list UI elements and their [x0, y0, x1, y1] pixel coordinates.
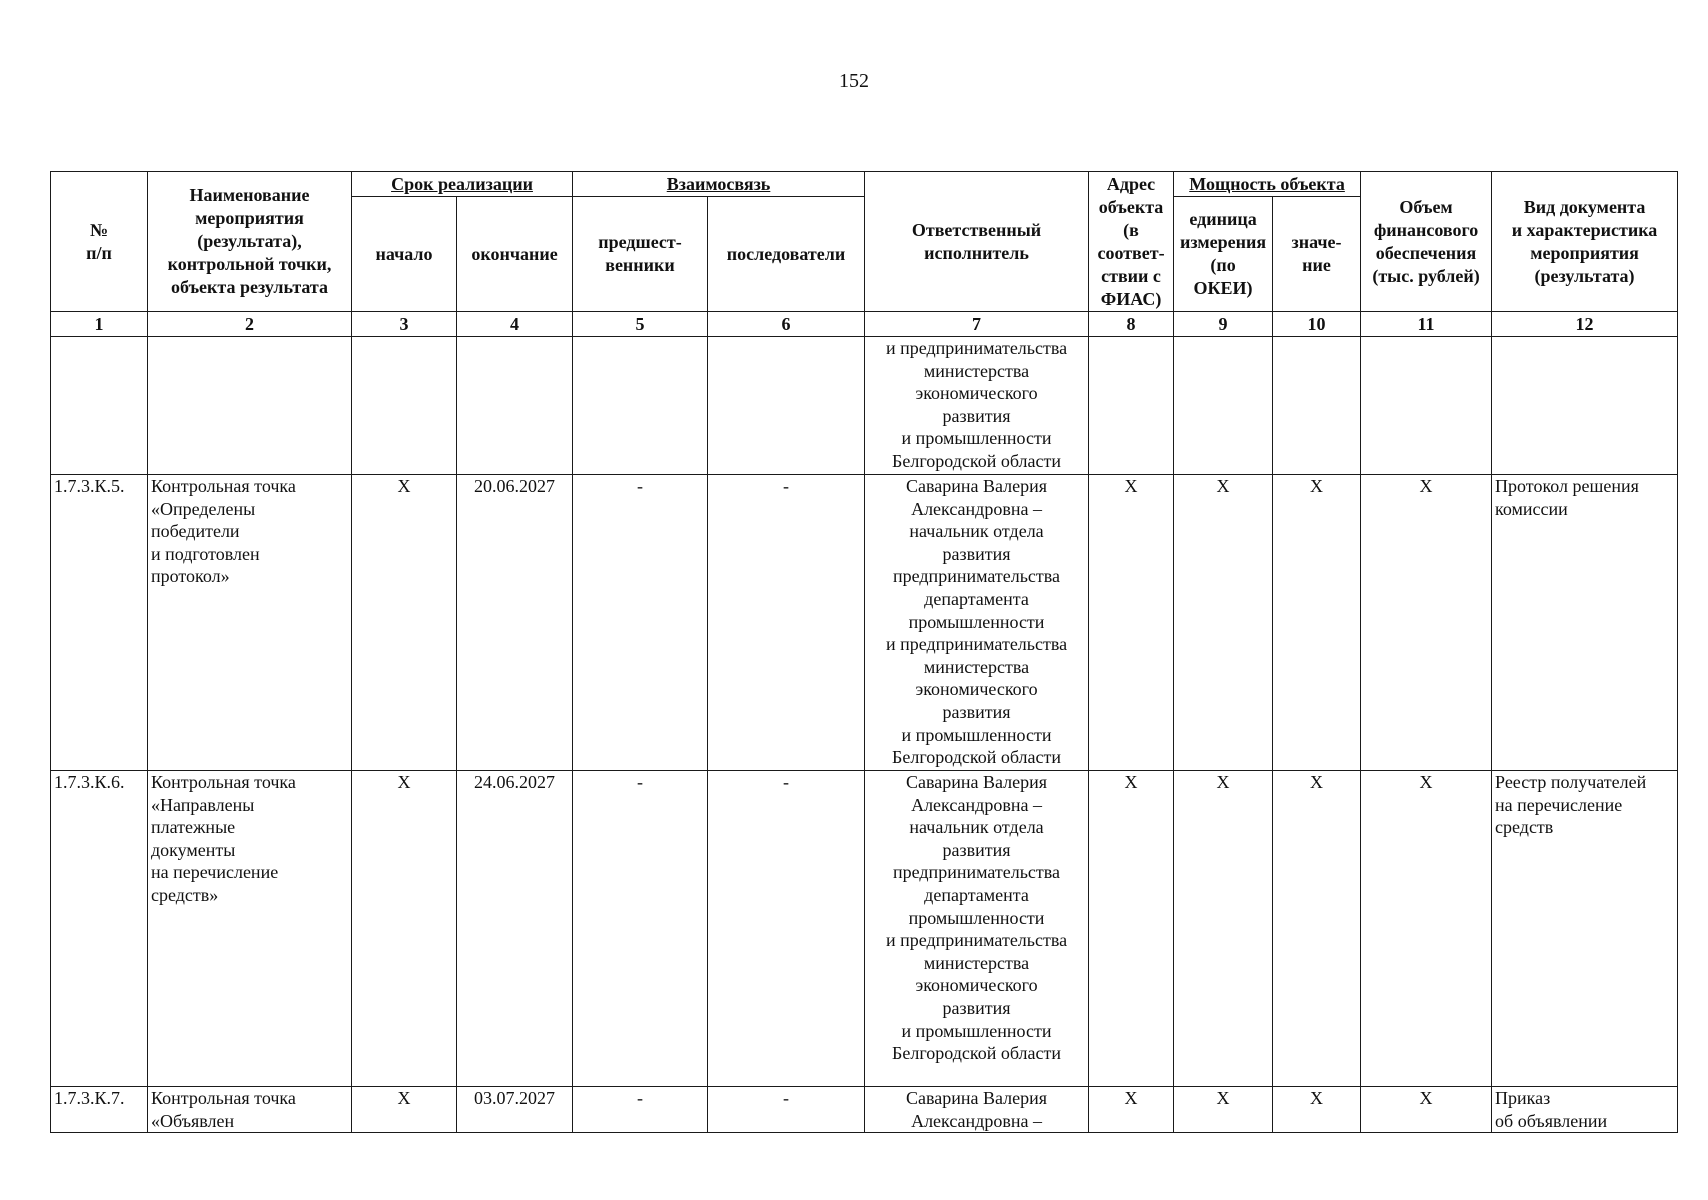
- col-number: 9: [1174, 312, 1273, 337]
- row-document: [1492, 337, 1678, 475]
- row-responsible: Саварина Валерия Александровна –: [865, 1087, 1089, 1133]
- col-number: 2: [148, 312, 352, 337]
- row-num: [51, 337, 148, 475]
- table-header: [51, 172, 1678, 337]
- col-number: 8: [1089, 312, 1174, 337]
- header-address: Адрес объекта (в соответ- ствии с ФИАС): [1089, 172, 1174, 312]
- row-name: Контрольная точка «Объявлен: [148, 1087, 352, 1133]
- row-responsible: и предпринимательства министерства экономического развития и промышленности Белгородской области: [865, 337, 1089, 475]
- row-financing: [1361, 337, 1492, 475]
- row-document: Приказ об объявлении: [1492, 1087, 1678, 1133]
- row-value: Х: [1273, 475, 1361, 771]
- col-number: 6: [708, 312, 865, 337]
- table-row: [51, 337, 1678, 475]
- row-address: [1089, 337, 1174, 475]
- row-address: Х: [1089, 475, 1174, 771]
- row-unit: Х: [1174, 475, 1273, 771]
- header-num: № п/п: [51, 172, 148, 312]
- col-number: 12: [1492, 312, 1678, 337]
- page-number: 152: [839, 70, 869, 92]
- header-power-group: Мощность объекта: [1174, 172, 1361, 197]
- row-pred: [573, 337, 708, 475]
- row-pred: -: [573, 475, 708, 771]
- plan-table: [50, 171, 1678, 1133]
- header-document: Вид документа и характеристика мероприятия (результата): [1492, 172, 1678, 312]
- header-predecessors: предшест- венники: [573, 197, 708, 312]
- header-name: Наименование мероприятия (результата), контрольной точки, объекта результата: [148, 172, 352, 312]
- row-num: 1.7.3.К.6.: [51, 771, 148, 1087]
- col-number: 1: [51, 312, 148, 337]
- col-number: 3: [352, 312, 457, 337]
- row-end: 20.06.2027: [457, 475, 573, 771]
- row-num: 1.7.3.К.7.: [51, 1087, 148, 1133]
- row-unit: [1174, 337, 1273, 475]
- row-succ: -: [708, 475, 865, 771]
- col-number: 4: [457, 312, 573, 337]
- col-number: 5: [573, 312, 708, 337]
- row-value: Х: [1273, 1087, 1361, 1133]
- row-name: [148, 337, 352, 475]
- row-unit: Х: [1174, 1087, 1273, 1133]
- row-address: Х: [1089, 771, 1174, 1087]
- row-start: Х: [352, 1087, 457, 1133]
- table-body: [51, 337, 1678, 1133]
- row-pred: -: [573, 1087, 708, 1133]
- row-end: [457, 337, 573, 475]
- row-unit: Х: [1174, 771, 1273, 1087]
- row-num: 1.7.3.К.5.: [51, 475, 148, 771]
- table-row: [51, 475, 1678, 771]
- row-responsible: Саварина Валерия Александровна – начальник отдела развития предпринимательства департамента промышленности и предпринимательства министерства экономического развития и промышленности Белгородской области: [865, 771, 1089, 1087]
- header-start: начало: [352, 197, 457, 312]
- row-start: [352, 337, 457, 475]
- header-financing: Объем финансового обеспечения (тыс. рублей): [1361, 172, 1492, 312]
- header-responsible: Ответственный исполнитель: [865, 172, 1089, 312]
- col-number: 7: [865, 312, 1089, 337]
- header-unit: единица измерения (по ОКЕИ): [1174, 197, 1273, 312]
- col-number: 11: [1361, 312, 1492, 337]
- row-address: Х: [1089, 1087, 1174, 1133]
- row-financing: Х: [1361, 1087, 1492, 1133]
- header-value: значе- ние: [1273, 197, 1361, 312]
- header-term-group: Срок реализации: [352, 172, 573, 197]
- row-name: Контрольная точка «Определены победители и подготовлен протокол»: [148, 475, 352, 771]
- row-document: Протокол решения комиссии: [1492, 475, 1678, 771]
- row-start: Х: [352, 771, 457, 1087]
- header-successors: последователи: [708, 197, 865, 312]
- col-number: 10: [1273, 312, 1361, 337]
- column-numbers-row: [51, 312, 1678, 337]
- table-row: [51, 771, 1678, 1087]
- row-financing: Х: [1361, 771, 1492, 1087]
- row-succ: -: [708, 771, 865, 1087]
- row-financing: Х: [1361, 475, 1492, 771]
- row-start: Х: [352, 475, 457, 771]
- row-value: [1273, 337, 1361, 475]
- header-link-group: Взаимосвязь: [573, 172, 865, 197]
- row-succ: -: [708, 1087, 865, 1133]
- row-responsible: Саварина Валерия Александровна – начальник отдела развития предпринимательства департамента промышленности и предпринимательства министерства экономического развития и промышленности Белгородской области: [865, 475, 1089, 771]
- row-value: Х: [1273, 771, 1361, 1087]
- row-pred: -: [573, 771, 708, 1087]
- row-end: 03.07.2027: [457, 1087, 573, 1133]
- row-document: Реестр получателей на перечисление средств: [1492, 771, 1678, 1087]
- row-name: Контрольная точка «Направлены платежные документы на перечисление средств»: [148, 771, 352, 1087]
- row-end: 24.06.2027: [457, 771, 573, 1087]
- header-end: окончание: [457, 197, 573, 312]
- row-succ: [708, 337, 865, 475]
- table-row: [51, 1087, 1678, 1133]
